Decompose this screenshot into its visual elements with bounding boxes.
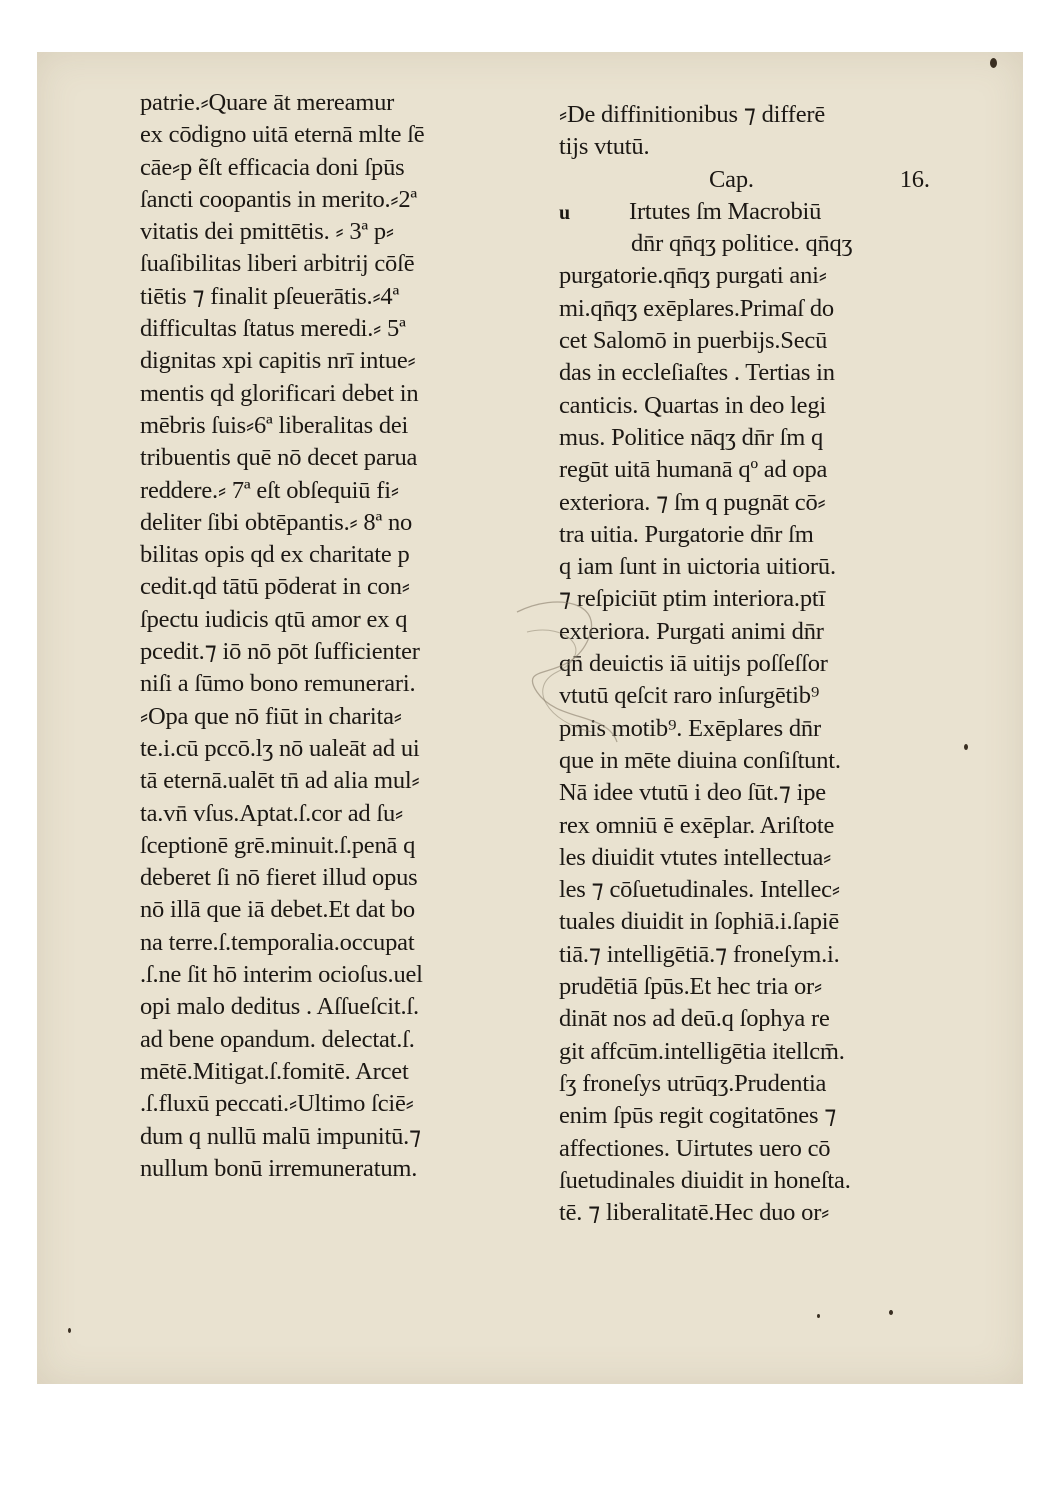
ink-speck: [990, 58, 997, 68]
text-line: purgatorie.qn̄qʒ purgati ani⸗: [559, 262, 827, 290]
text-line: exteriora. Purgati animi dn̄r: [559, 617, 824, 645]
text-line: tribuentis quē nō decet parua: [140, 444, 418, 472]
text-line: tiā.⁊ intelligētiā.⁊ froneſym.i.: [559, 940, 840, 968]
text-line: nō illā que iā debet.Et dat bo: [140, 896, 415, 924]
ink-speck: [889, 1310, 893, 1315]
text-line: mus. Politice nāqʒ dn̄r ſm q: [559, 423, 824, 451]
text-line: ta.vn̄ vſus.Aptat.ſ.cor ad ſu⸗: [140, 799, 403, 827]
text-line: Nā idee vtutū i deo ſūt.⁊ ipe: [559, 779, 826, 807]
text-line: .ſ.ne ſit hō interim ocioſus.uel: [140, 961, 423, 989]
text-line: canticis. Quartas in deo legi: [559, 391, 827, 419]
text-line: ſuetudinales diuidit in honeſta.: [559, 1166, 851, 1194]
text-line: tā eternā.ualēt tn̄ ad alia mul⸗: [140, 767, 420, 795]
text-line: dignitas xpi capitis nrī intue⸗: [140, 347, 416, 375]
text-line: opi malo deditus . Aſſueſcit.ſ.: [140, 993, 419, 1021]
ink-speck: [964, 744, 968, 750]
text-line: na terre.ſ.temporalia.occupat: [140, 928, 415, 956]
text-line: pcedit.⁊ iō nō pōt ſufficienter: [140, 638, 420, 666]
text-line: ſceptionē grē.minuit.ſ.penā q: [140, 831, 416, 859]
text-line: mi.qn̄qʒ exēplares.Primaſ do: [559, 294, 834, 322]
guide-initial-letter: u: [559, 201, 570, 224]
chapter-number: 16.: [899, 165, 930, 193]
text-line: deliter ſibi obtēpantis.⸗ 8ª no: [140, 508, 413, 536]
text-line: cāe⸗p ẽſt efficacia doni ſpūs: [140, 153, 405, 181]
text-line: cet Salomō in puerbijs.Secū: [559, 327, 828, 355]
text-line: exteriora. ⁊ ſm q pugnāt cō⸗: [559, 488, 826, 516]
text-line: niſi a ſūmo bono remunerari.: [140, 670, 416, 698]
text-line: tē. ⁊ liberalitatē.Hec duo or⸗: [559, 1199, 830, 1227]
text-line: affectiones. Uirtutes uero cō: [559, 1134, 831, 1162]
text-line: prudētiā ſpūs.Et hec tria or⸗: [559, 973, 822, 1001]
text-line: dināt nos ad deū.q ſophya re: [559, 1005, 830, 1033]
text-line: rex omniū ē exēplar. Ariſtote: [559, 811, 835, 839]
text-line: vitatis dei pmittētis. ⸗ 3ª p⸗: [140, 218, 394, 246]
chapter-heading-line: tijs vtutū.: [559, 133, 650, 161]
text-line: ⁊ reſpiciūt ptim interiora.ptī: [559, 585, 826, 613]
text-line: te.i.cū pccō.lʒ nō ualeāt ad ui: [140, 734, 420, 762]
text-line: .ſ.fluxū peccati.⸗Ultimo ſciē⸗: [140, 1090, 414, 1118]
text-line: tiētis ⁊ finalit pſeuerātis.⸗4ª: [140, 282, 400, 310]
text-line: pmis motib⁹. Exēplares dn̄r: [559, 714, 821, 742]
chapter-marker: [559, 164, 959, 196]
text-line: mēbris ſuis⸗6ª liberalitas dei: [140, 411, 409, 439]
text-line: cedit.qd tātū pōderat in con⸗: [140, 573, 410, 601]
first-line-text: Irtutes ſm Macrobiū: [629, 197, 822, 225]
left-text-column: [140, 87, 510, 1185]
text-line: tra uitia. Purgatorie dn̄r ſm: [559, 520, 814, 548]
text-line: git affcūm.intelligētia itellcm̄.: [559, 1037, 845, 1065]
ink-speck: [817, 1314, 820, 1318]
chapter-label: Cap.: [709, 165, 754, 193]
text-line: nullum bonū irremuneratum.: [140, 1154, 418, 1182]
text-line: reddere.⸗ 7ª eſt obſequiū fi⸗: [140, 476, 399, 504]
text-line: ⸗Opa que nō fiūt in charita⸗: [140, 702, 402, 730]
text-line: enim ſpūs regit cogitatōnes ⁊: [559, 1102, 837, 1130]
book-page: [37, 52, 1023, 1384]
marginal-flourish-drawing: [497, 592, 637, 752]
text-line: dum q nullū malū impunitū.⁊: [140, 1122, 422, 1150]
text-line: les ⁊ cōſuetudinales. Intellec⸗: [559, 876, 840, 904]
text-line: deberet ſi nō fieret illud opus: [140, 864, 418, 892]
text-line: ſuaſibilitas liberi arbitrij cōſē: [140, 250, 415, 278]
chapter-heading-line: ⸗De diffinitionibus ⁊ differē: [559, 101, 826, 128]
text-line: das in eccleſiaſtes . Tertias in: [559, 359, 835, 387]
ink-speck: [68, 1328, 71, 1333]
text-line: q iam ſunt in uictoria uitiorū.: [559, 553, 836, 581]
text-line: dn̄r qn̄qʒ politice. qn̄qʒ: [631, 230, 853, 258]
text-line: bilitas opis qd ex charitate p: [140, 541, 410, 569]
text-line: difficultas ſtatus meredi.⸗ 5ª: [140, 315, 406, 343]
text-line: [559, 196, 959, 228]
text-line: vtutū qeſcit raro inſurgētib⁹: [559, 682, 820, 710]
text-line: que in mēte diuina conſiſtunt.: [559, 746, 841, 774]
text-line: ſʒ froneſys utrūqʒ.Prudentia: [559, 1069, 827, 1097]
text-line: les diuidit vtutes intellectua⸗: [559, 843, 832, 871]
text-line: regūt uitā humanā qº ad opa: [559, 456, 828, 484]
text-line: ad bene opandum. delectat.ſ.: [140, 1025, 415, 1053]
text-line: ſancti coopantis in merito.⸗2ª: [140, 185, 417, 213]
text-line: patrie.⸗Quare āt mereamur: [140, 89, 395, 116]
text-line: mentis qd glorificari debet in: [140, 379, 419, 407]
text-line: tuales diuidit in ſophiā.i.ſapiē: [559, 908, 840, 936]
text-line: ſpectu iudicis qtū amor ex q: [140, 605, 408, 633]
text-line: mētē.Mitigat.ſ.fomitē. Arcet: [140, 1057, 409, 1085]
text-line: qn̄ deuictis iā uitijs poſſeſſor: [559, 650, 828, 678]
text-line: ex cōdigno uitā eternā mlte ſē: [140, 121, 425, 149]
